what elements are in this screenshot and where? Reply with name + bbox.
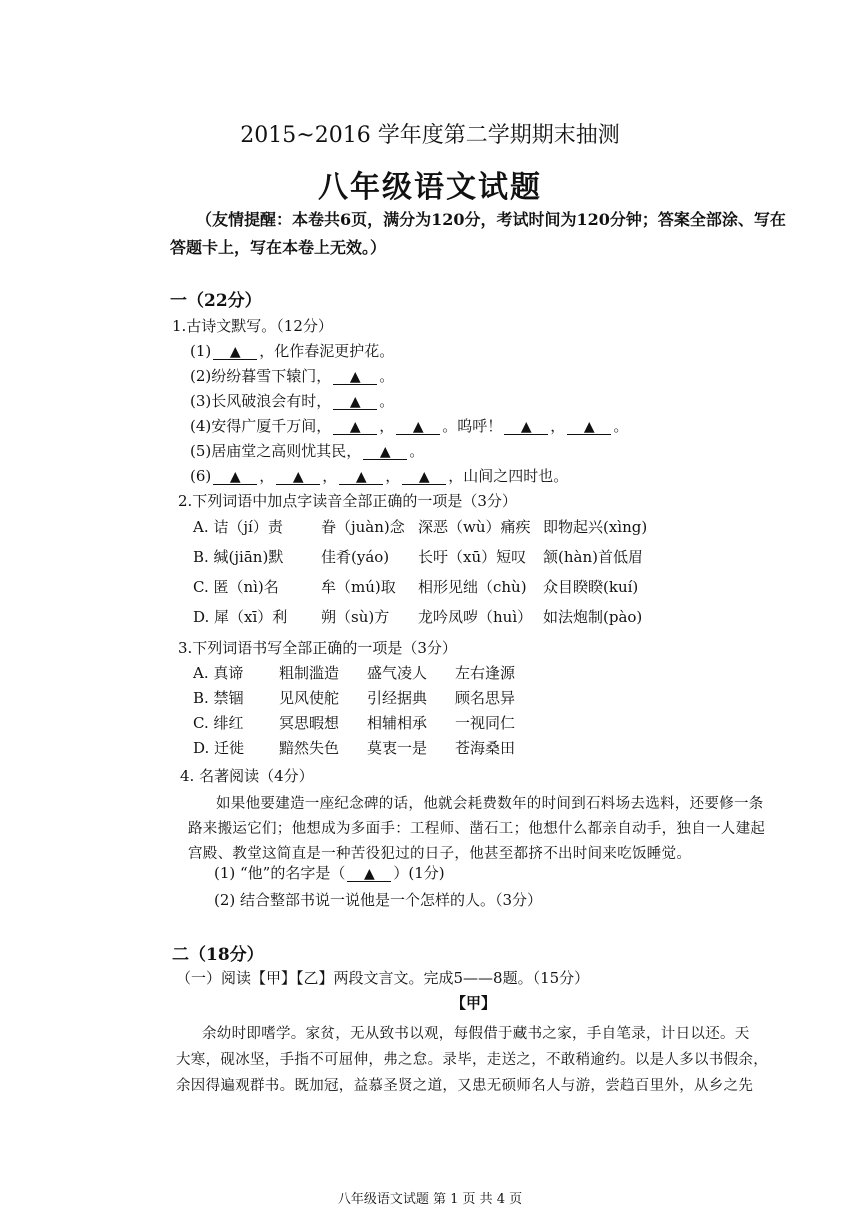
q2-a-word-4: 即物起兴(xìng) — [543, 518, 648, 536]
q3-d-word-2: 黯然失色 — [279, 739, 340, 757]
q3-d-word-4: 苍海桑田 — [455, 739, 516, 757]
q2-a-word-2: 眷（juàn)念 — [321, 518, 405, 536]
q4-sub-2: (2) 结合整部书说一说他是一个怎样的人。（3分） — [214, 891, 543, 909]
q1-item-1: (1) ▲ ，化作春泥更护花。 — [190, 342, 395, 360]
q3-c-word-2: 冥思暇想 — [279, 714, 340, 732]
answer-blank[interactable]: ▲ — [347, 866, 391, 882]
exam-subtitle: 八年级语文试题 — [318, 170, 542, 205]
q2-d-word-1: D. 犀（xī）利 — [193, 608, 288, 626]
q3-c-word-4: 一视同仁 — [455, 714, 516, 732]
q3-stem: 3.下列词语书写全部正确的一项是（3分） — [178, 639, 457, 657]
q4-passage-line-3: 宫殿、教堂这简直是一种苦役犯过的日子，他甚至都挤不出时间来吃饭睡觉。 — [188, 846, 692, 862]
q2-d-word-2: 朔（sù)方 — [321, 608, 390, 626]
q3-a-word-2: 粗制滥造 — [279, 664, 340, 682]
answer-blank[interactable]: ▲ — [567, 419, 611, 435]
q4-passage-line-1: 如果他要建造一座纪念碑的话，他就会耗费数年的时间到石料场去选料，还要修一条 — [216, 796, 764, 812]
q1-item-6: (6) ▲ ， ▲ ， ▲ ， ▲ ，山间之四时也。 — [190, 467, 569, 485]
q2-a-word-3: 深恶（wù）痛疾 — [418, 518, 531, 536]
q4-sub-1: (1) “他”的名字是（ ▲ ）(1分) — [214, 864, 445, 882]
q1-item-3: (3)长风破浪会有时， ▲ 。 — [190, 392, 395, 410]
answer-blank[interactable]: ▲ — [333, 394, 377, 410]
page-footer: 八年级语文试题 第 1 页 共 4 页 — [337, 1192, 523, 1207]
q3-d-word-1: D. 迁徙 — [193, 739, 245, 757]
q2-d-word-4: 如法炮制(pào) — [543, 608, 643, 626]
q2-c-word-2: 牟（mú)取 — [321, 578, 396, 596]
q3-b-word-3: 引经据典 — [367, 689, 428, 707]
q2-c-word-4: 众目睽睽(kuí) — [543, 578, 639, 596]
jia-passage-line-1: 余幼时即嗜学。家贫，无从致书以观，每假借于藏书之家，手自笔录，计日以还。天 — [202, 1026, 750, 1042]
q1-item-5: (5)居庙堂之高则忧其民， ▲ 。 — [190, 442, 425, 460]
q3-d-word-3: 莫衷一是 — [367, 739, 428, 757]
q2-b-word-2: 佳肴(yáo) — [321, 548, 390, 566]
q3-a-word-4: 左右逢源 — [455, 664, 516, 682]
answer-blank[interactable]: ▲ — [363, 444, 407, 460]
q3-b-word-4: 顾名思异 — [455, 689, 516, 707]
jia-passage-line-2: 大寒，砚冰坚，手指不可屈伸，弗之怠。录毕，走送之，不敢稍逾约。以是人多以书假余， — [176, 1052, 768, 1068]
q3-c-word-3: 相辅相承 — [367, 714, 428, 732]
answer-blank[interactable]: ▲ — [213, 469, 257, 485]
q1-item-4: (4)安得广厦千万间， ▲ ， ▲ 。呜呼！ ▲ ， ▲ 。 — [190, 417, 629, 435]
answer-blank[interactable]: ▲ — [213, 344, 257, 360]
answer-blank[interactable]: ▲ — [339, 469, 383, 485]
q2-c-word-1: C. 匿（nì)名 — [193, 578, 279, 596]
q1-item-2: (2)纷纷暮雪下辕门， ▲ 。 — [190, 367, 395, 385]
exam-title: 2015~2016 学年度第二学期期末抽测 — [240, 123, 620, 148]
q1-stem: 1.古诗文默写。（12分） — [172, 317, 333, 335]
reminder-line-2: 答题卡上，写在本卷上无效。） — [170, 238, 387, 257]
q2-d-word-3: 龙吟凤哕（huì） — [418, 608, 533, 626]
section2-heading: 二（18分） — [172, 945, 264, 965]
q2-b-word-3: 长吁（xū）短叹 — [418, 548, 527, 566]
answer-blank[interactable]: ▲ — [402, 469, 446, 485]
q3-b-word-2: 见风使舵 — [279, 689, 340, 707]
q2-c-word-3: 相形见绌（chù) — [418, 578, 527, 596]
passage-jia-label: 【甲】 — [451, 994, 497, 1012]
q2-a-word-1: A. 诘（jí）责 — [193, 518, 283, 536]
reminder-line-1: （友情提醒：本卷共6页，满分为120分，考试时间为120分钟；答案全部涂、写在 — [196, 210, 786, 229]
jia-passage-line-3: 余因得遍观群书。既加冠，益慕圣贤之道，又患无硕师名人与游，尝趋百里外，从乡之先 — [176, 1078, 754, 1094]
answer-blank[interactable]: ▲ — [333, 369, 377, 385]
q3-c-word-1: C. 绯红 — [193, 714, 244, 732]
q4-stem: 4. 名著阅读（4分） — [180, 767, 314, 785]
answer-blank[interactable]: ▲ — [504, 419, 548, 435]
q3-a-word-1: A. 真谛 — [193, 664, 244, 682]
q2-b-word-4: 颔(hàn)首低眉 — [543, 548, 643, 566]
q2-stem: 2.下列词语中加点字读音全部正确的一项是（3分） — [178, 492, 517, 510]
section1-heading: 一（22分） — [170, 291, 262, 311]
q4-passage-line-2: 路来搬运它们；他想成为多面手：工程师、凿石工；他想什么都亲自动手，独自一人建起 — [188, 821, 766, 837]
q2-b-word-1: B. 缄(jiān)默 — [193, 548, 284, 566]
section2-intro: （一）阅读【甲】【乙】两段文言文。完成5——8题。（15分） — [176, 969, 590, 987]
q3-a-word-3: 盛气凌人 — [367, 664, 428, 682]
answer-blank[interactable]: ▲ — [396, 419, 440, 435]
answer-blank[interactable]: ▲ — [276, 469, 320, 485]
q3-b-word-1: B. 禁锢 — [193, 689, 244, 707]
answer-blank[interactable]: ▲ — [333, 419, 377, 435]
